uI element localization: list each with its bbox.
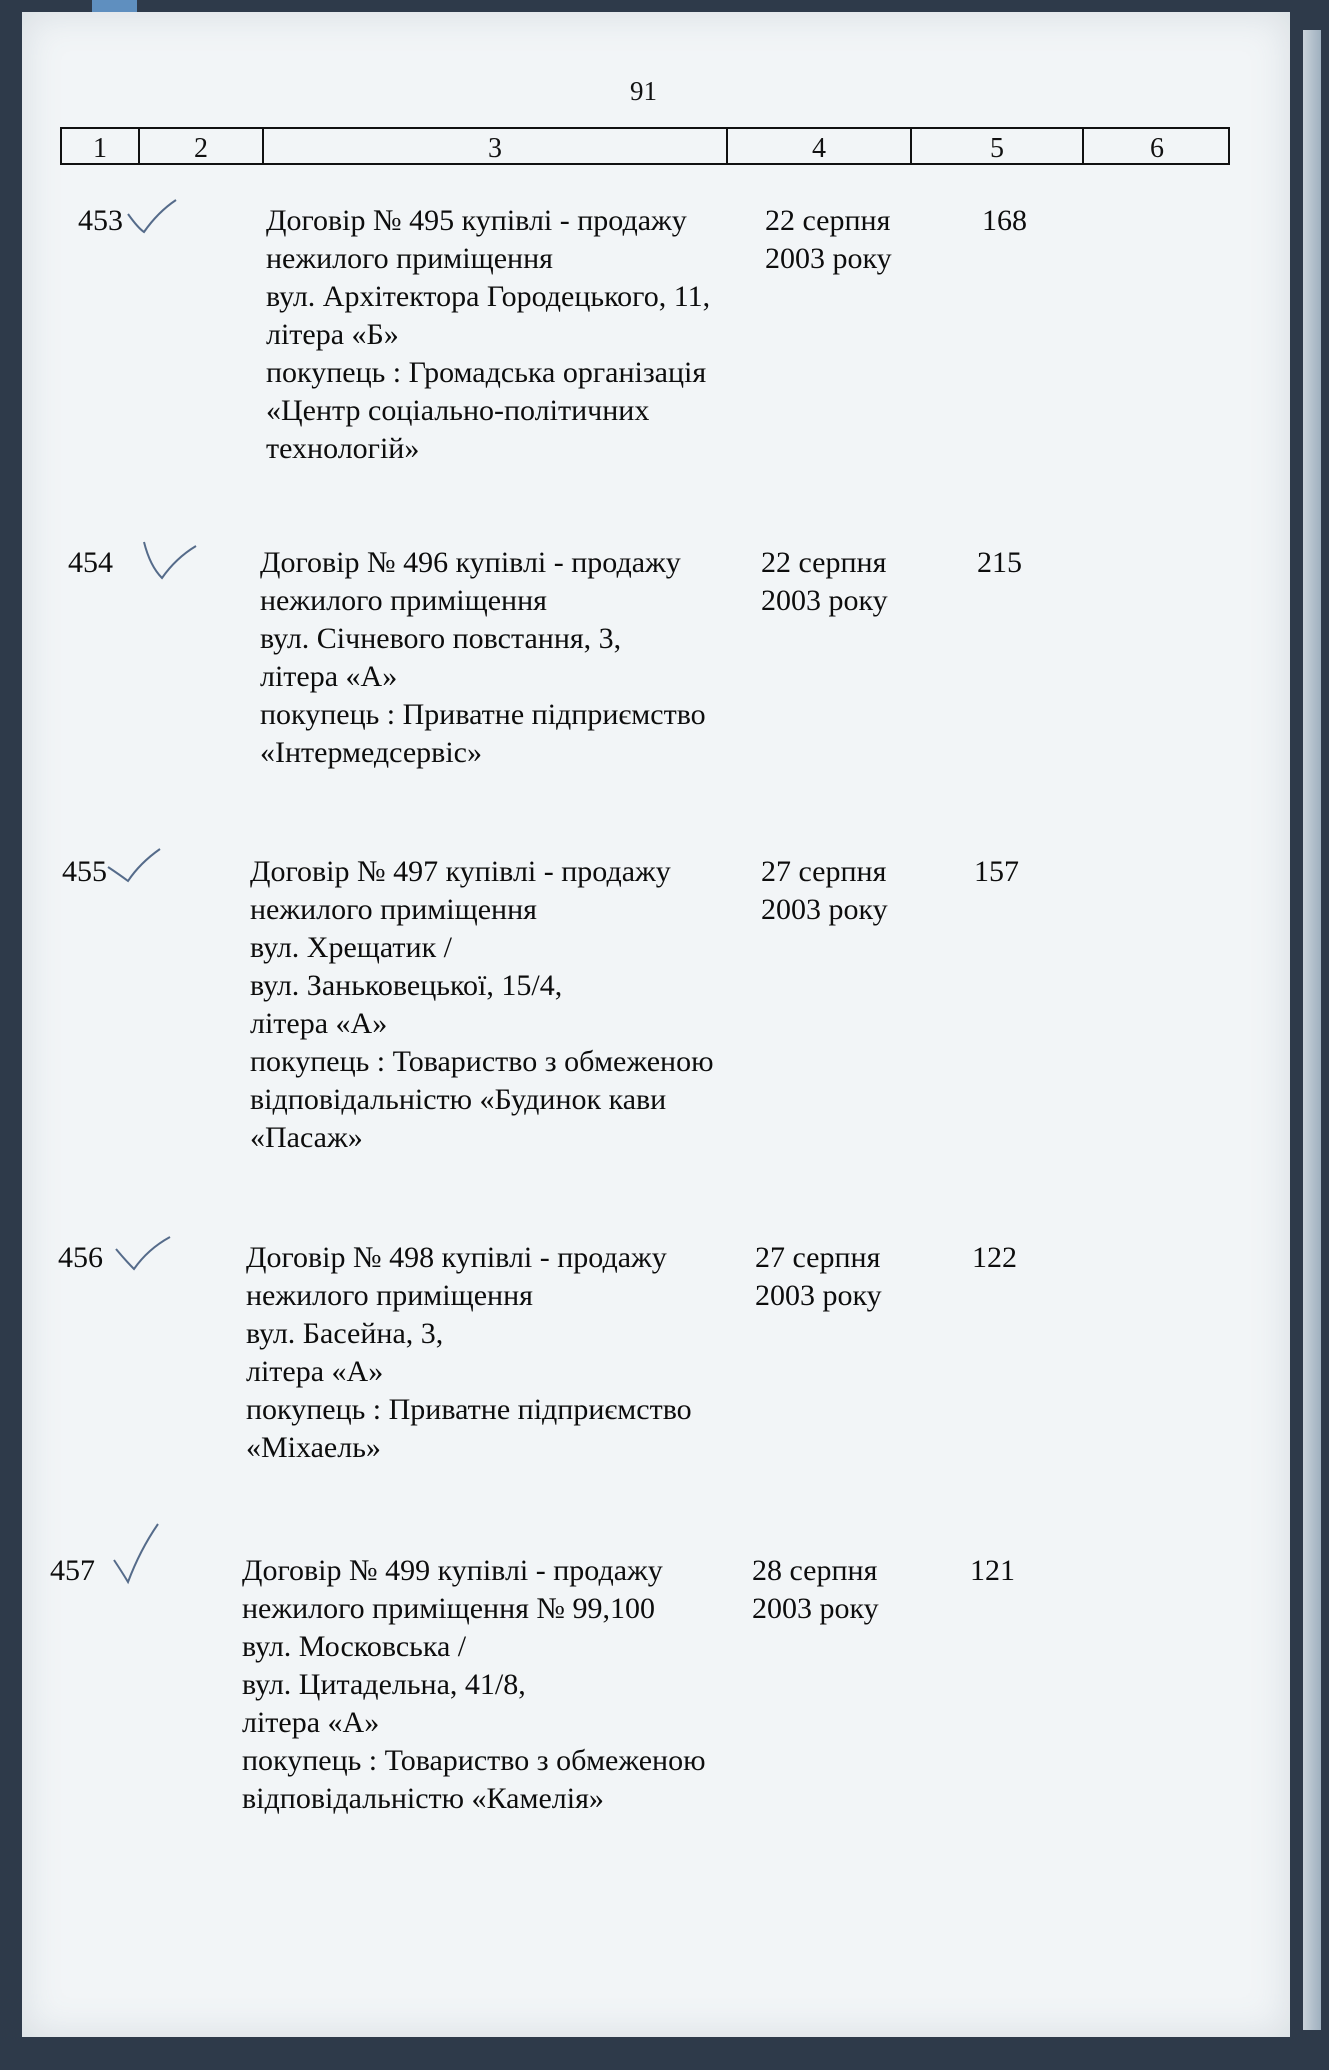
description-line: нежилого приміщення bbox=[260, 584, 547, 617]
description-line: вул. Січневого повстання, 3, bbox=[260, 622, 622, 655]
date-line: 28 серпня bbox=[752, 1554, 878, 1587]
description-line: Договір № 499 купівлі - продажу bbox=[242, 1554, 663, 1587]
page-edge-shadow bbox=[1303, 30, 1321, 2030]
column-header-1: 1 bbox=[62, 129, 140, 165]
description-line: Договір № 497 купівлі - продажу bbox=[250, 855, 671, 888]
description-line: вул. Архітектора Городецького, 11, bbox=[266, 280, 711, 313]
entry-number: 456 bbox=[58, 1241, 103, 1274]
date-line: 2003 року bbox=[761, 584, 888, 617]
date-line: 27 серпня bbox=[755, 1241, 881, 1274]
date-line: 22 серпня bbox=[761, 546, 887, 579]
description-line: літера «А» bbox=[242, 1706, 380, 1739]
entry-page-count: 122 bbox=[972, 1241, 1017, 1274]
description-line: вул. Заньковецької, 15/4, bbox=[250, 969, 563, 1002]
description-line: Договір № 498 купівлі - продажу bbox=[246, 1241, 667, 1274]
column-header-4: 4 bbox=[728, 129, 912, 165]
description-line: покупець : Громадська організація bbox=[266, 356, 707, 389]
date-line: 2003 року bbox=[755, 1279, 882, 1312]
description-line: Договір № 496 купівлі - продажу bbox=[260, 546, 681, 579]
entry-description bbox=[246, 1239, 692, 1467]
description-line: відповідальністю «Камелія» bbox=[242, 1782, 604, 1815]
check-mark-icon bbox=[112, 1520, 168, 1588]
description-line: «Пасаж» bbox=[250, 1121, 363, 1154]
column-header-3: 3 bbox=[264, 129, 728, 165]
check-mark-icon bbox=[124, 194, 180, 236]
description-line: літера «А» bbox=[250, 1007, 388, 1040]
entry-date bbox=[755, 1239, 882, 1315]
column-header-6: 6 bbox=[1150, 133, 1164, 164]
entry-description bbox=[250, 853, 713, 1157]
description-line: вул. Басейна, 3, bbox=[246, 1317, 444, 1350]
description-line: літера «Б» bbox=[266, 318, 399, 351]
entry-date bbox=[761, 544, 888, 620]
description-line: покупець : Приватне підприємство bbox=[246, 1393, 692, 1426]
date-line: 27 серпня bbox=[761, 855, 887, 888]
description-line: покупець : Приватне підприємство bbox=[260, 698, 706, 731]
entry-number: 454 bbox=[68, 546, 113, 579]
column-header-2: 2 bbox=[140, 129, 264, 165]
entry-page-count: 121 bbox=[970, 1554, 1015, 1587]
date-line: 2003 року bbox=[765, 242, 892, 275]
description-line: вул. Московська / bbox=[242, 1630, 467, 1663]
description-line: літера «А» bbox=[246, 1355, 384, 1388]
entry-date bbox=[752, 1552, 879, 1628]
check-mark-icon bbox=[106, 845, 164, 887]
description-line: технологій» bbox=[266, 432, 420, 465]
entry-description bbox=[266, 202, 710, 468]
description-line: покупець : Товариство з обмеженою bbox=[250, 1045, 714, 1078]
date-line: 2003 року bbox=[761, 893, 888, 926]
description-line: нежилого приміщення bbox=[266, 242, 553, 275]
entry-number: 455 bbox=[62, 855, 107, 888]
description-line: вул. Цитадельна, 41/8, bbox=[242, 1668, 526, 1701]
date-line: 22 серпня bbox=[765, 204, 891, 237]
entry-page-count: 157 bbox=[974, 855, 1019, 888]
entry-page-count: 168 bbox=[982, 204, 1027, 237]
description-line: Договір № 495 купівлі - продажу bbox=[266, 204, 687, 237]
description-line: нежилого приміщення № 99,100 bbox=[242, 1592, 656, 1625]
entry-description bbox=[242, 1552, 705, 1818]
description-line: нежилого приміщення bbox=[246, 1279, 533, 1312]
description-line: «Центр соціально-політичних bbox=[266, 394, 650, 427]
description-line: вул. Хрещатик / bbox=[250, 931, 452, 964]
description-line: відповідальністю «Будинок кави bbox=[250, 1083, 667, 1116]
column-header-row bbox=[60, 127, 1230, 165]
description-line: нежилого приміщення bbox=[250, 893, 537, 926]
entry-date bbox=[765, 202, 892, 278]
entry-description bbox=[260, 544, 706, 772]
description-line: покупець : Товариство з обмеженою bbox=[242, 1744, 706, 1777]
description-line: літера «А» bbox=[260, 660, 398, 693]
check-mark-icon bbox=[114, 1231, 174, 1275]
date-line: 2003 року bbox=[752, 1592, 879, 1625]
entry-page-count: 215 bbox=[977, 546, 1022, 579]
description-line: «Інтермедсервіс» bbox=[260, 736, 482, 769]
page-number: 91 bbox=[630, 76, 657, 106]
entry-number: 453 bbox=[78, 204, 123, 237]
entry-number: 457 bbox=[50, 1554, 95, 1587]
description-line: «Міхаель» bbox=[246, 1431, 381, 1464]
check-mark-icon bbox=[140, 536, 200, 582]
entry-date bbox=[761, 853, 888, 929]
column-header-5: 5 bbox=[912, 129, 1084, 165]
